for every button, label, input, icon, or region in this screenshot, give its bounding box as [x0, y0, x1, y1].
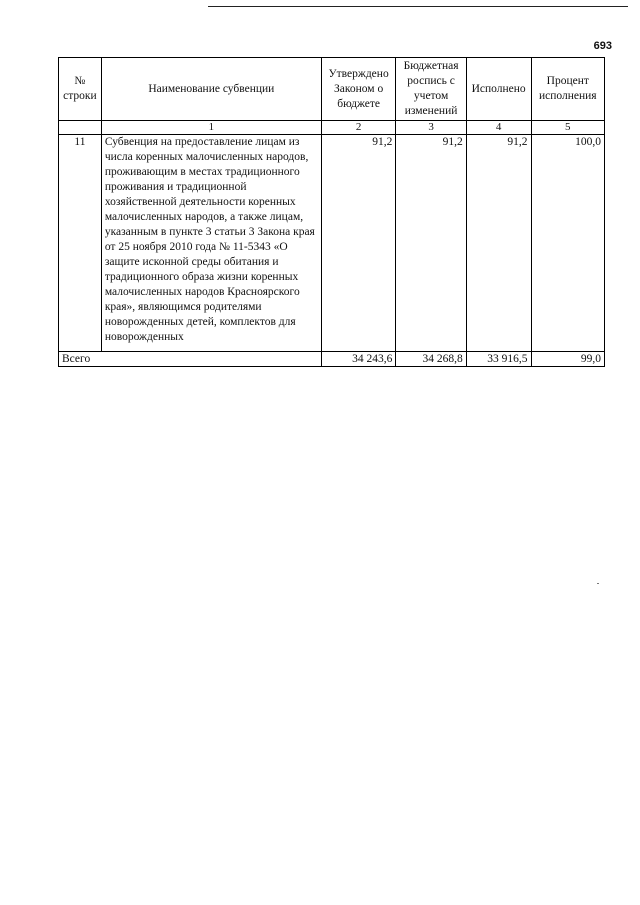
header-row-no: № строки [59, 58, 102, 121]
scan-speck [597, 583, 599, 584]
total-approved: 34 243,6 [321, 352, 396, 367]
header-executed: Исполнено [466, 58, 531, 121]
budget-cell: 91,2 [396, 135, 466, 352]
page-number: 693 [593, 40, 612, 52]
header-percent: Процент исполнения [531, 58, 604, 121]
total-executed: 33 916,5 [466, 352, 531, 367]
column-number-1: 1 [101, 121, 321, 135]
subvention-table [58, 57, 605, 367]
column-number-row [59, 121, 605, 135]
total-budget: 34 268,8 [396, 352, 466, 367]
table-header-row [59, 58, 605, 121]
header-approved: Утверждено Законом о бюджете [321, 58, 396, 121]
column-number-2: 2 [321, 121, 396, 135]
executed-cell: 91,2 [466, 135, 531, 352]
row-number-cell: 11 [59, 135, 102, 352]
total-label: Всего [59, 352, 322, 367]
table-row [59, 135, 605, 352]
header-budget: Бюджетная роспись с учетом изменений [396, 58, 466, 121]
top-rule [208, 6, 628, 7]
total-percent: 99,0 [531, 352, 604, 367]
column-number-4: 4 [466, 121, 531, 135]
approved-cell: 91,2 [321, 135, 396, 352]
column-number-3: 3 [396, 121, 466, 135]
column-number-blank [59, 121, 102, 135]
header-name: Наименование субвенции [101, 58, 321, 121]
percent-cell: 100,0 [531, 135, 604, 352]
subvention-name-cell: Субвенция на предоставление лицам из числа коренных малочисленных народов, проживающим в местах традиционного проживания и традиционной хозяйственной деятельности коренных малочисленных народов, а также лицам, указанным в пункте 3 статьи 3 Закона края от 25 ноября 2010 года № 11-5343 «О защите исконной среды обитания и традиционного образа жизни коренных малочисленных народов Красноярского края», являющимся родителями новорожденных детей, комплектов для новорожденных [101, 135, 321, 352]
total-row [59, 352, 605, 367]
column-number-5: 5 [531, 121, 604, 135]
